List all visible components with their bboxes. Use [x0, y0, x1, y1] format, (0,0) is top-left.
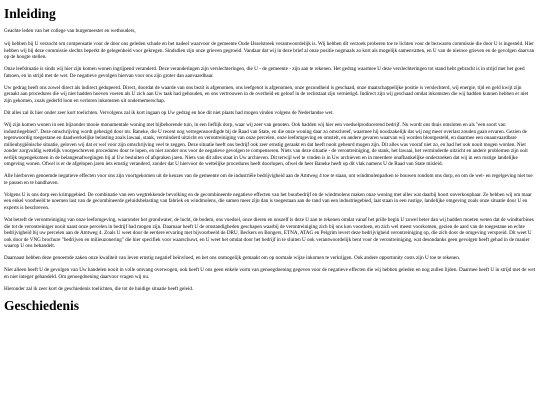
- section-heading-geschiedenis: Geschiedenis: [4, 297, 80, 313]
- paragraph: Wat betreft de verontreiniging van onze leefomgeving, waaronder het grondwater, de lucht, de bodem, ons voedsel, onze dieren en onszelf is deze U aan te rekenen omdat vanaf het prille begin U zowel beter dan wij hadden moeten weten dat de windturbines die tot de verontreiniger nooit naast onze percelen in bedrijf had mogen zijn. Daarnaar heeft U de omstandigheden geschapen waarbij de verontreiniging zich bij ons kon voordoen, en zich wel meest voorkomen, gezien de aard van de toegestane en echte bedrijvigheid bij uw percelen aan de Amtweg 4. Zoals U weet door de eerdere ervaring met bijvoorbeeld de DRU, Beckers en Bongers, ETNA, ATAG en Pelgrim levert deze bedrijvigheid verontreiniging op, die zich door de omgeving verspreid. Dit weet U ook door de VNG brochure "bedrijven en milieuzonering" die hier specifiek voor waarschuwt, en U weet het omdat door het bedrijf in te sluiten U ook verantwoordelijk bent voor de verontreiniging, wat desondanks geen gevolgen heeft gehad in de manier waarop U ons behandelt.: [4, 217, 534, 250]
- paragraph: Uw gedrag heeft ons zowel direct als indirect gedupeerd. Direct, doordat de waarde van ons bezit is afgenomen, ons leefgenot is afgenomen, onze gezondheid is geschaad, onze maatschappelijke positie is verslechterd, wij energie, tijd en geld kwijt zijn geraakt aan procedures die wij niet hadden hoeven voeren als U zich aan Uw taak had gehouden, en ons vertrouwen in de overheid en geloof in de rechtstaat zijn vernietigd. Indirect zijn wij geschaad omdat inkomsten die wij hadden kunnen hebben er niet zijn gekomen, zoals gederfd loon en verloren inkomsten uit ondernemerschap.: [4, 84, 529, 104]
- paragraph: Onze leefsituatie is sinds wij hier zijn komen wonen ingrijpend veranderd. Deze veranderingen zijn verslechteringen, die U - de gemeente - zijn aan te rekenen. Het gedrag waarmee U deze verslechteringen tot stand hebt gebracht is in strijd met het goed fatsoen, en in strijd met de wet. De negatieve gevolgen hiervan voor ons zijn groter dan aanvaardbaar.: [4, 66, 525, 79]
- paragraph: Daarnaast hebben deze genoemde zaken onze kwaliteit van leven ernstig negatief beïnvloed, en het ons onmogelijk gemaakt om op normale wijze inkomen te verkrijgen. Ook andere opportunity costs zijn U toe te rekenen.: [4, 255, 461, 262]
- paragraph: Niet alleen heeft U de gevolgen van Uw handelen nooit in volle omvang overwogen, ook heeft U ons geen enkele vorm van genoegdoening gegeven voor de negatieve effecten die wij hebben geleden en nog zullen lijden. Daarmee heeft U in strijd met de wet en niet integer gehandeld. Om genoegdoening daarvoor vragen wij nu.: [4, 267, 536, 280]
- paragraph: Volgens U is ons dorp een krimpgebied. De combinatie van een wegtrekkende bevolking en de gecombineerde negatieve effecten van het buurbedrijf en de windmolens maken onze woning met alles wat daarbij hoort onverkoopbaar. Ze hebben wij om maar een enkel voorbeeld te noemen last van de gecombineerde geluidsbelasting van fabriek en windmolens, die samen meer zijn dan is toegestaan aan de rand van een industriegebied, laat staan in een rustige, landelijke omgeving zoals onze situatie door U en experts is beschreven.: [4, 191, 532, 211]
- greeting: Geachte leden van het college van burgemeester en wethouders,: [4, 28, 136, 34]
- paragraph: Dit alles zal ik hier onder zeer kort toelichten. Vervolgens zal ik kort ingaan op Uw gedrag en hoe dit niet plaats had mogen vinden volgens de Nederlandse wet.: [4, 109, 334, 116]
- paragraph: Alle hierboven genoemde negatieve effecten voor ons zijn voortgekomen uit de keuzes van de gemeente om de industriële bedrijvigheid aan de Amtweg 4 toe te staan, om windmolenparken te bouwen rondom ons dorp, en om de wet- en regelgeving niet toe te passen en te handhaven.: [4, 173, 533, 186]
- paragraph: wij hebben bij U verzocht om compensatie voor de door ons geleden schade en het nadeel waarvoor de gemeente Oude IJsselstreek verantwoordelijk is. Wij hebben dit verzoek proberen toe te lichten voor de bezwaren commissie die door U is ingesteld. Hier hebben wij bij deze commissie slechts beperkt de gelegenheid voor gekregen. Sindsdien zijn onze grieven gegroeid. Vandaar dat wij in deze brief al onze positie nogmaals zo kort als mogelijk samenvatten, en U van de nieuwe grieven en de gevolgen daarvan op de hoogte stellen.: [4, 41, 535, 61]
- section-heading-inleiding: Inleiding: [4, 6, 56, 21]
- paragraph: Wij zijn komen wonen in een bijzonder mooie monumentale woning met bijbehorende tuin, in een lieflijk dorp, waar wij zeer van genoten. Ook hadden wij hier een voedselproducerend bedrijf. Nu wordt ons thuis omsloten en als "een soort van industriegebied". Deze omschrijving wordt gebezigd door mr. Baneke, die U recent nog verregensoordigde bij de Raad van State, en die onze woning daar zo omschreef, waarmee hij noodzakelijk dat wij nog meer overlast zouden gaan ervaren. Gezien de tegenwoordig toegestane en daadwerkelijke belasting zoals lawaai, stank, verminderd uitzicht en verontreiniging van onze percelen, onze leefomgeving en omstelt, en andere gevaren waarvan wij worden blootgesteld, en daarmee een onaanvaardbare milieuhygiënische situatie, geloven wij dat er wel voor zijn omschrijving veel te zeggen. Deze situatie heeft ons bedrijf ook zeer ernstig geraakt en dat heeft nooit gebeurd mogen zijn. Dit alles was vooraf niet zo, en had het ook nooit mogen worden. Niet zonder zorgvuldig wettelijk voorgeschreven procedures door te lopen, en niet zonder ons voor de negatieve gevolgen te compenseren. Niets van deze situatie - de verontreiniging, de stank, het lawaai, het verminderde uitzicht en andere problemen zijn ooit eerlijk tegengekomen in de belangenafwegingen bij al Uw besluiten of afspraken jaren. Niets van dit alles staat in Uw archieven. Dit terwijl wel te vinden is in Uw archieven en in meerdere onafhankelijke onderzoeken dat wij in een rustige landelijke omgeving wonen. Ofwel is er de afgelopen jaren iets ernstig veranderd, zonder dat U hiervoor de wettelijke procedures heeft doorlopen, ofwel de heer Baneke heeft op dit vlak namens U de Raad van State misleid.: [4, 121, 528, 168]
- paragraph: Hieronder zal ik zeer kort de geschiedenis toelichten, die tot de huidige situatie heeft geleid.: [4, 285, 194, 292]
